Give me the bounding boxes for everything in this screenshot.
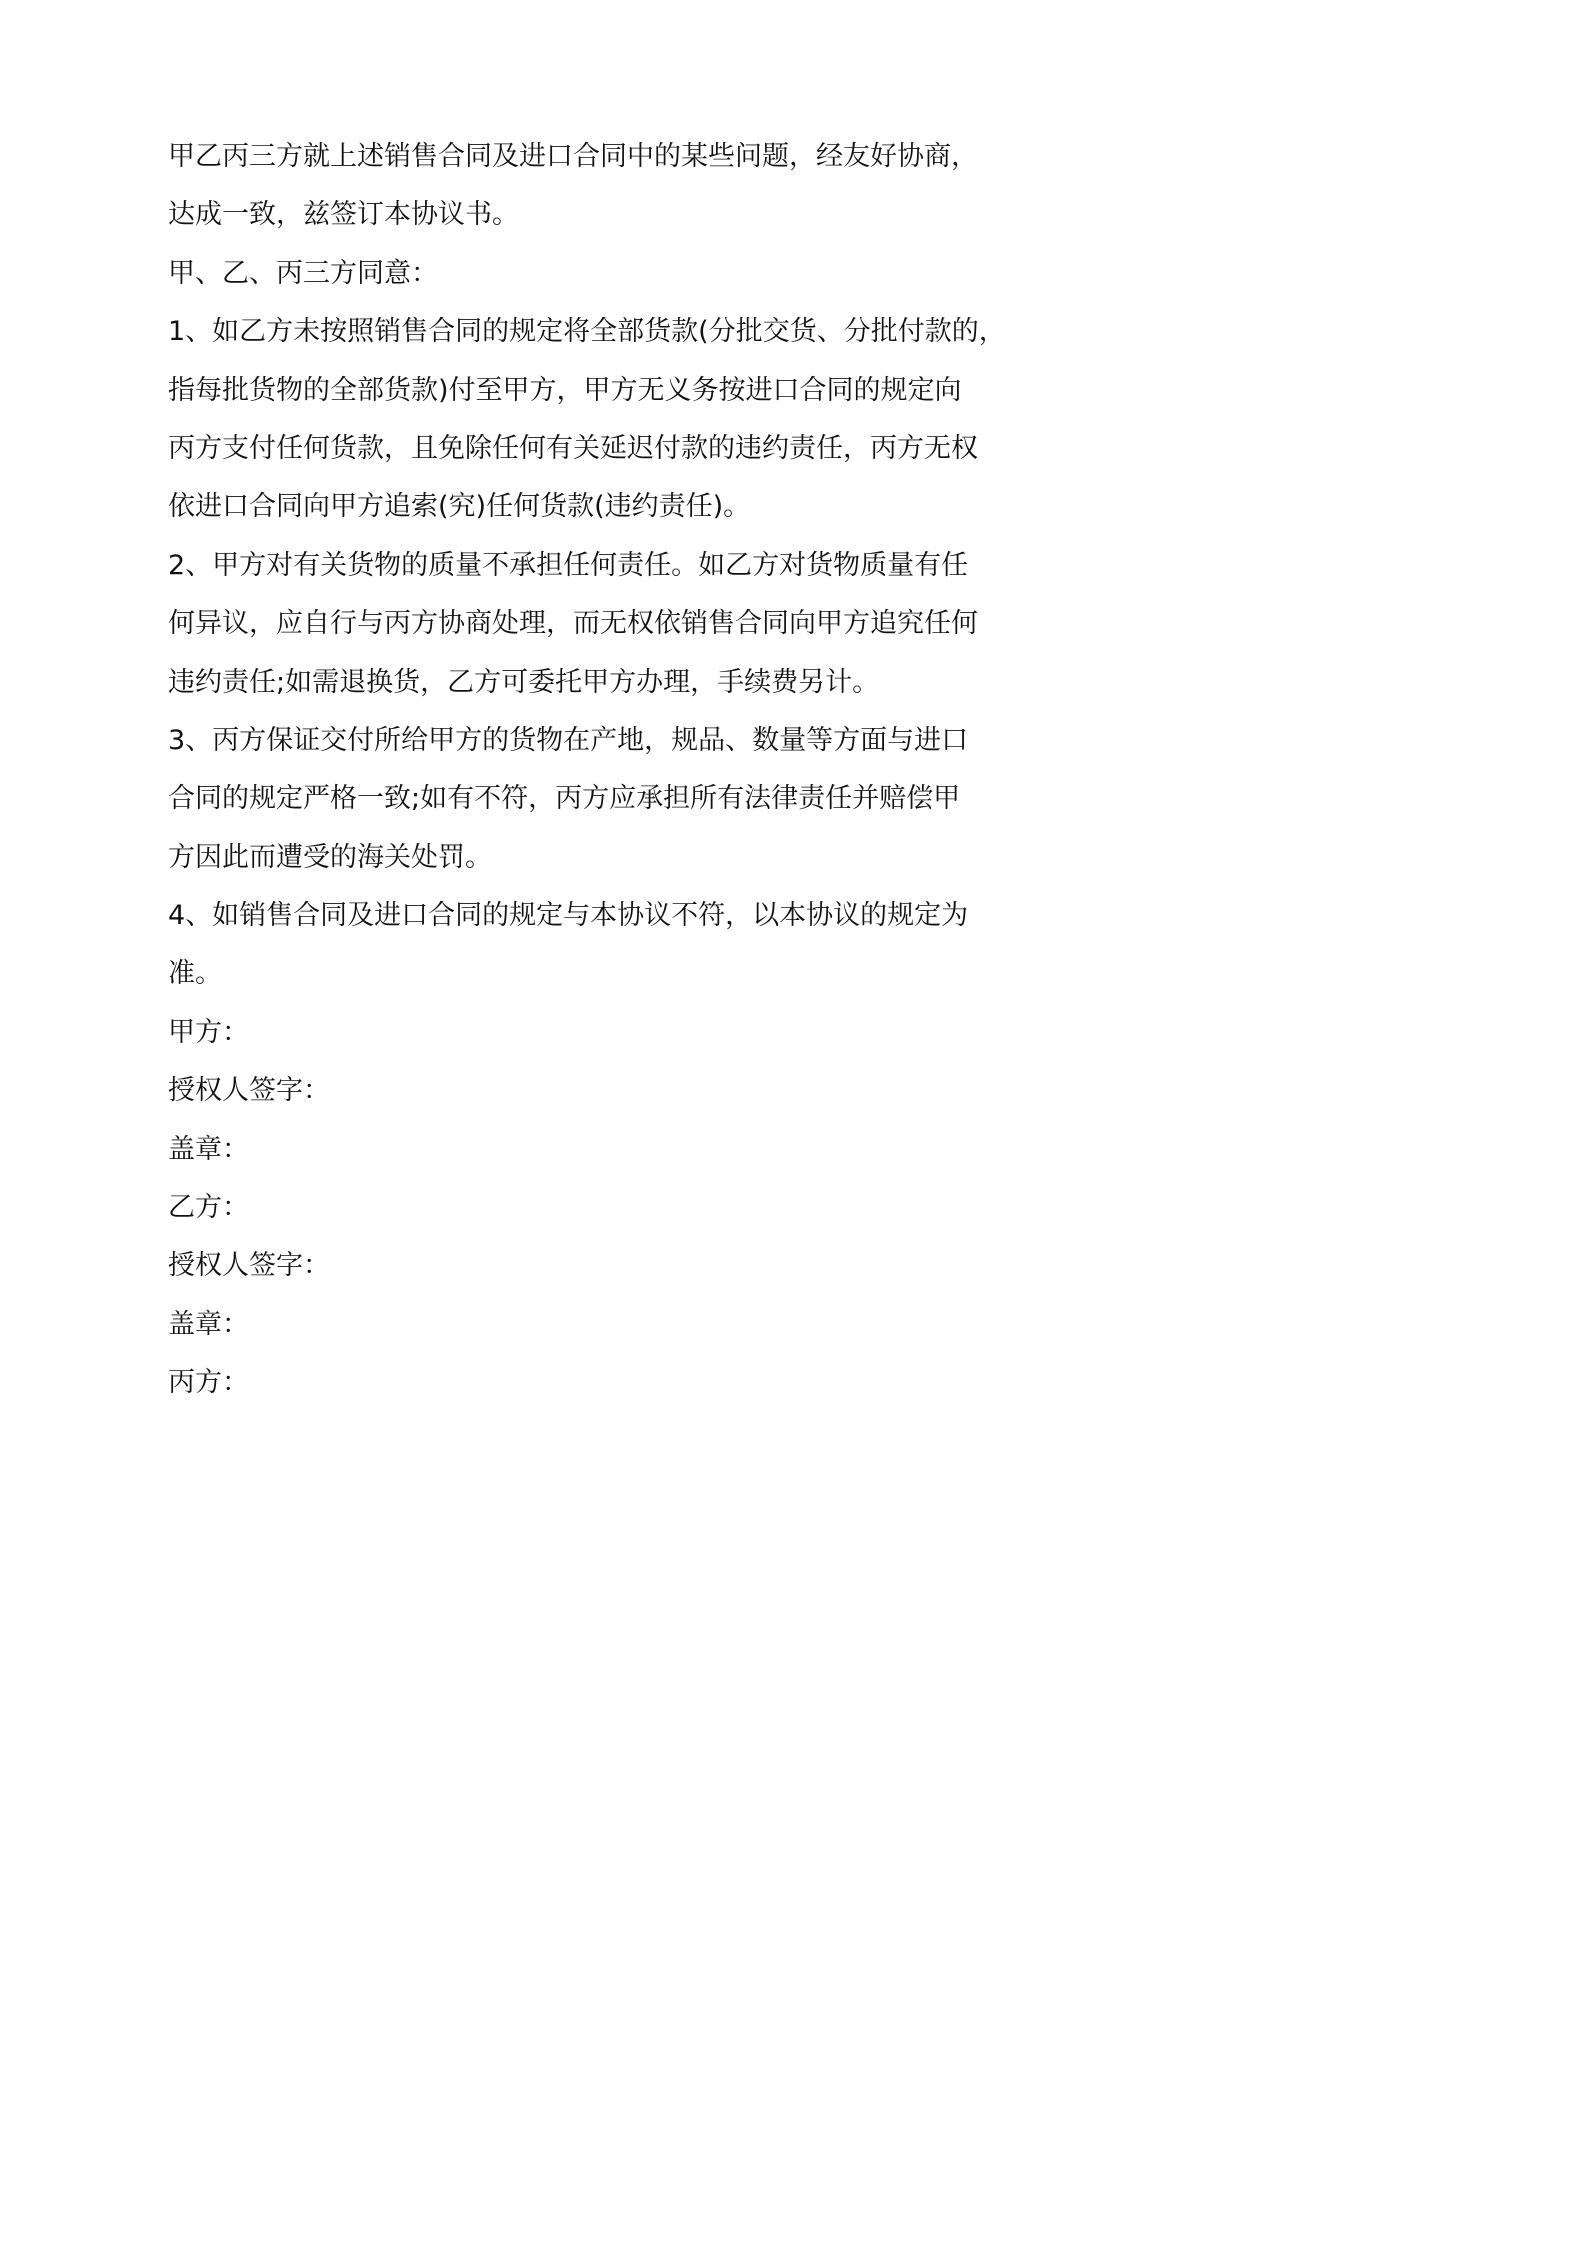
clause-1-line-3: 丙方支付任何货款，且免除任何有关延迟付款的违约责任，丙方无权	[168, 432, 978, 464]
intro-line-1: 甲乙丙三方就上述销售合同及进口合同中的某些问题，经友好协商，	[168, 141, 978, 172]
clause-4-line-2: 准。	[168, 958, 222, 990]
clause-3-line-1: 3、丙方保证交付所给甲方的货物在产地，规品、数量等方面与进口	[168, 724, 969, 756]
party-c-label: 丙方：	[168, 1367, 249, 1399]
clause-2-line-3: 违约责任;如需退换货，乙方可委托甲方办理，手续费另计。	[168, 666, 880, 698]
clause-2-line-1: 2、甲方对有关货物的质量不承担任何责任。如乙方对货物质量有任	[168, 549, 969, 581]
agreement-heading: 甲、乙、丙三方同意：	[168, 257, 438, 289]
party-b-seal-label: 盖章：	[168, 1308, 249, 1340]
intro-line-2: 达成一致，兹签订本协议书。	[168, 199, 519, 231]
party-b-label: 乙方：	[168, 1192, 249, 1224]
clause-4-line-1: 4、如销售合同及进口合同的规定与本协议不符，以本协议的规定为	[168, 900, 969, 932]
clause-3-line-2: 合同的规定严格一致;如有不符，丙方应承担所有法律责任并赔偿甲	[168, 783, 961, 815]
clause-1-line-4: 依进口合同向甲方追索(究)任何货款(违约责任)。	[168, 491, 751, 523]
party-b-signature-label: 授权人签字：	[168, 1250, 330, 1282]
document-body	[168, 128, 1006, 1413]
clause-3-line-3: 方因此而遭受的海关处罚。	[168, 841, 492, 873]
clause-1-line-2: 指每批货物的全部货款)付至甲方，甲方无义务按进口合同的规定向	[168, 374, 962, 406]
clause-2-line-2: 何异议，应自行与丙方协商处理，而无权依销售合同向甲方追究任何	[168, 608, 978, 640]
party-a-label: 甲方：	[168, 1016, 249, 1048]
party-a-signature-label: 授权人签字：	[168, 1075, 330, 1107]
clause-1-line-1: 1、如乙方未按照销售合同的规定将全部货款(分批交货、分批付款的，	[168, 316, 1006, 348]
party-a-seal-label: 盖章：	[168, 1133, 249, 1165]
